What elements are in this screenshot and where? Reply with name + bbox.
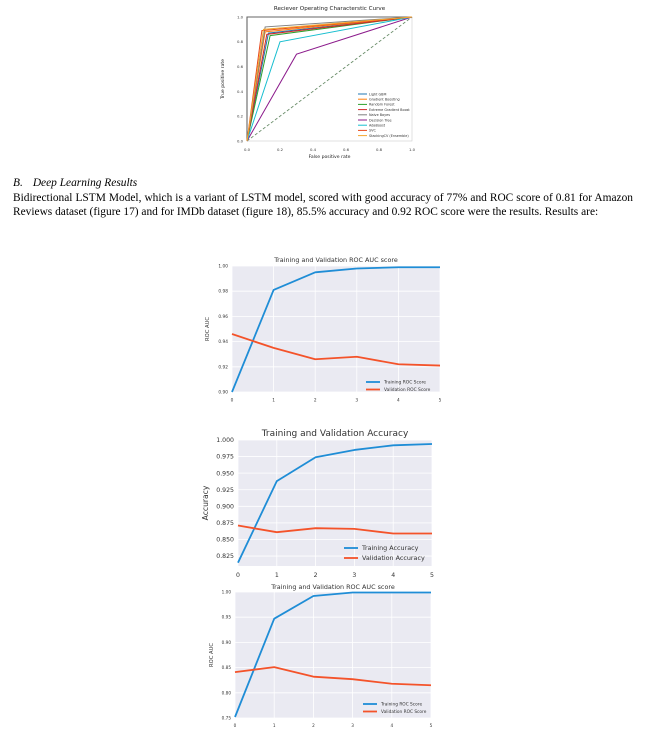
y-tick-label: 1.0	[236, 14, 243, 20]
x-tick-label: 4	[397, 398, 400, 404]
chart-title: Reciever Operating Characterstic Curve	[273, 6, 386, 12]
y-axis-label: ROC AUC	[209, 643, 215, 667]
y-tick-label: 0.85	[221, 665, 231, 671]
legend-label: Naive Bayes	[369, 113, 390, 118]
accuracy-chart	[198, 424, 448, 582]
legend-label: Gradient Boosting	[369, 97, 400, 102]
x-tick-label: 0	[230, 398, 234, 404]
legend-label: Random Forest	[369, 102, 395, 107]
y-tick-label: 0.0	[236, 138, 243, 144]
y-tick-label: 0.92	[218, 365, 228, 371]
x-tick-label: 0.4	[309, 147, 317, 152]
x-axis-label: False positive rate	[308, 155, 351, 160]
y-tick-label: 0.825	[216, 553, 234, 561]
roc-auc-figure-2	[198, 580, 448, 738]
y-tick-label: 0.2	[236, 113, 243, 119]
y-tick-label: 0.900	[216, 503, 234, 511]
x-tick-label: 5	[430, 572, 434, 580]
roc-auc-chart-2	[198, 580, 448, 738]
legend-label: Training Accuracy	[362, 544, 419, 553]
legend-label: StackingCV (Ensemble)	[369, 133, 409, 138]
x-tick-label: 0	[236, 572, 240, 580]
section-number: B.	[13, 177, 23, 189]
y-tick-label: 1.000	[216, 437, 234, 445]
x-tick-label: 2	[313, 398, 317, 404]
plot-area	[232, 266, 440, 392]
plot-area	[235, 592, 431, 718]
legend-label: SVC	[369, 128, 376, 133]
y-tick-label: 0.6	[236, 64, 243, 69]
y-tick-label: 0.8	[236, 39, 243, 45]
section-title: Deep Learning Results	[32, 177, 138, 189]
section-paragraph: Bidirectional LSTM Model, which is a variant of LSTM model, scored with good accuracy of 77% and ROC score of 0.81 for Amazon Reviews dataset (figure 17) and for IMDb dataset (figure 18), 85.5% accuracy and 0.92 ROC score were the results. Results are:	[13, 191, 633, 219]
accuracy-figure	[198, 424, 448, 582]
y-tick-label: 0.98	[218, 289, 228, 295]
section-text	[13, 176, 633, 220]
x-tick-label: 5	[429, 723, 433, 729]
x-tick-label: 2	[313, 572, 318, 580]
y-tick-label: 0.4	[236, 88, 243, 94]
x-tick-label: 3	[355, 398, 359, 404]
y-axis-label: True positive rate	[221, 58, 226, 100]
roc-curve-figure	[210, 0, 440, 166]
x-tick-label: 0.2	[276, 147, 284, 152]
y-tick-label: 0.80	[221, 690, 231, 696]
legend-label: AdaBoost	[369, 123, 386, 128]
legend-label: Validation Accuracy	[362, 554, 425, 563]
x-tick-label: 1.0	[408, 147, 416, 152]
x-tick-label: 1	[272, 398, 275, 404]
x-tick-label: 4	[391, 572, 396, 580]
legend-label: Light GBM	[369, 92, 387, 97]
y-tick-label: 0.925	[216, 486, 234, 494]
legend-label: Training ROC Score	[384, 380, 426, 386]
y-tick-label: 1.00	[221, 589, 231, 595]
chart-title: Training and Validation Accuracy	[261, 429, 409, 439]
legend-label: Training ROC Score	[381, 702, 423, 708]
roc-auc-figure-1	[198, 252, 448, 410]
y-tick-label: 0.875	[216, 520, 234, 528]
legend-label: Decision Tree	[369, 118, 392, 123]
y-tick-label: 0.850	[216, 536, 234, 544]
chart-title: Training and Validation ROC AUC score	[274, 256, 398, 264]
roc-auc-chart-1	[198, 252, 448, 410]
section-heading	[13, 176, 633, 191]
y-tick-label: 0.95	[221, 614, 231, 620]
y-tick-label: 0.96	[218, 314, 228, 320]
roc-curve-chart	[210, 0, 440, 166]
y-tick-label: 1.00	[218, 264, 228, 270]
legend-label: Validation ROC Score	[384, 388, 431, 394]
y-tick-label: 0.90	[221, 639, 231, 645]
x-tick-label: 0	[233, 723, 237, 729]
chart-title: Training and Validation ROC AUC score	[271, 583, 395, 591]
x-tick-label: 3	[351, 723, 354, 729]
y-tick-label: 0.90	[218, 390, 228, 396]
legend-label: Extreme Gradient Boost	[369, 107, 410, 112]
x-tick-label: 0.0	[243, 147, 251, 152]
x-tick-label: 0.8	[375, 147, 383, 152]
x-tick-label: 4	[390, 723, 394, 729]
x-tick-label: 0.6	[342, 147, 350, 152]
x-tick-label: 5	[438, 398, 442, 404]
y-tick-label: 0.75	[221, 715, 231, 721]
x-tick-label: 1	[272, 723, 276, 729]
x-tick-label: 2	[312, 723, 315, 729]
y-tick-label: 0.975	[216, 453, 234, 461]
y-axis-label: ROC AUC	[205, 317, 211, 341]
y-tick-label: 0.950	[216, 470, 234, 478]
x-tick-label: 3	[352, 572, 357, 580]
legend-label: Validation ROC Score	[381, 710, 427, 716]
y-axis-label: Accuracy	[201, 485, 210, 521]
x-tick-label: 1	[274, 572, 279, 580]
y-tick-label: 0.94	[218, 340, 228, 346]
